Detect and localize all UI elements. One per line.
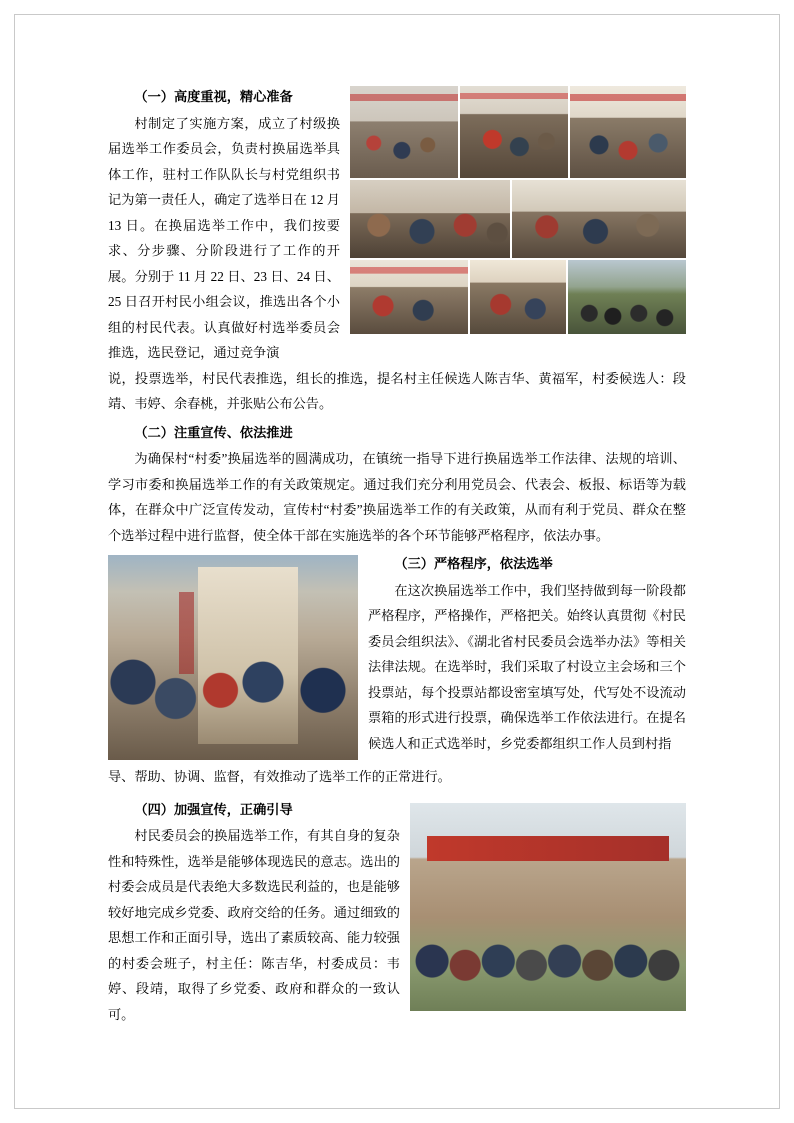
section-two-heading: （二）注重宣传、依法推进 [134, 424, 293, 440]
collage-tile-6 [350, 260, 468, 334]
collage-tile-4 [350, 180, 510, 258]
meeting-photo-collage [350, 86, 686, 334]
section-one-paragraph-tail: 说，投票选举，村民代表推选，组长的推选，提名村主任候选人陈吉华、黄福军，村委候选人：段靖、韦婷、余春桃，并张贴公布公告。 [108, 370, 686, 411]
section-two [108, 420, 686, 549]
section-three-paragraph-tail: 导、帮助、协调、监督，有效推动了选举工作的正常进行。 [108, 769, 451, 784]
section-four [108, 797, 686, 1028]
collage-tile-1 [350, 86, 458, 178]
section-one-paragraph: 村制定了实施方案，成立了村级换届选举工作委员会，负责村换届选举具体工作，驻村工作队队长与村党组织书记为第一责任人，确定了选举日在 12 月 13 日。在换届选举工作中，我们按要求、分步骤、分阶段进行了工作的开展。分别于 11 月 22 日、23 日、24 日、25 日召开村民小组会议，推选出各个小组的村民代表。认真做好村选举委员会推选，选民登记，通过竞争演 [108, 115, 340, 360]
section-four-heading: （四）加强宣传，正确引导 [134, 801, 293, 817]
document-content [108, 84, 686, 1027]
section-one [108, 84, 686, 417]
section-three-heading: （三）严格程序，依法选举 [394, 556, 553, 571]
collage-tile-3 [570, 86, 686, 178]
section-three [108, 551, 686, 790]
collage-tile-7 [470, 260, 566, 334]
section-one-heading: （一）高度重视，精心准备 [134, 89, 293, 104]
collage-tile-8 [568, 260, 686, 334]
voting-station-photo [108, 555, 358, 760]
section-four-paragraph: 村民委员会的换届选举工作，有其自身的复杂性和特殊性，选举是能够体现选民的意志。选出的村委会成员是代表绝大多数选民利益的，也是能够较好地完成乡党委、政府交给的任务。通过细致的思想工作和正面引导，选出了素质较高、能力较强的村委会班子，村主任：陈吉华，村委成员：韦婷、段靖，取得了乡党委、政府和群众的一致认可。 [108, 828, 400, 1022]
collage-tile-2 [460, 86, 568, 178]
collage-tile-5 [512, 180, 686, 258]
section-three-paragraph: 在这次换届选举工作中，我们坚持做到每一阶段都严格程序，严格操作，严格把关。始终认真贯彻《村民委员会组织法》、《湖北省村民委员会选举办法》等相关法律法规。在选举时，我们采取了村设立主会场和三个投票站，每个投票站都设密室填写处，代写处不设流动票箱的形式进行投票，确保选举工作依法进行。在提名候选人和正式选举时，乡党委都组织工作人员到村指 [368, 582, 686, 751]
group-photo [410, 803, 686, 1011]
section-two-paragraph: 为确保村“村委”换届选举的圆满成功，在镇统一指导下进行换届选举工作法律、法规的培训、学习市委和换届选举工作的有关政策规定。通过我们充分利用党员会、代表会、板报、标语等为载体，在群众中广泛宣传发动，宣传村“村委”换届选举工作的有关政策，从而有利于党员、群众在整个选举过程中进行监督，使全体干部在实施选举的各个环节能够严格程序，依法办事。 [108, 451, 686, 543]
